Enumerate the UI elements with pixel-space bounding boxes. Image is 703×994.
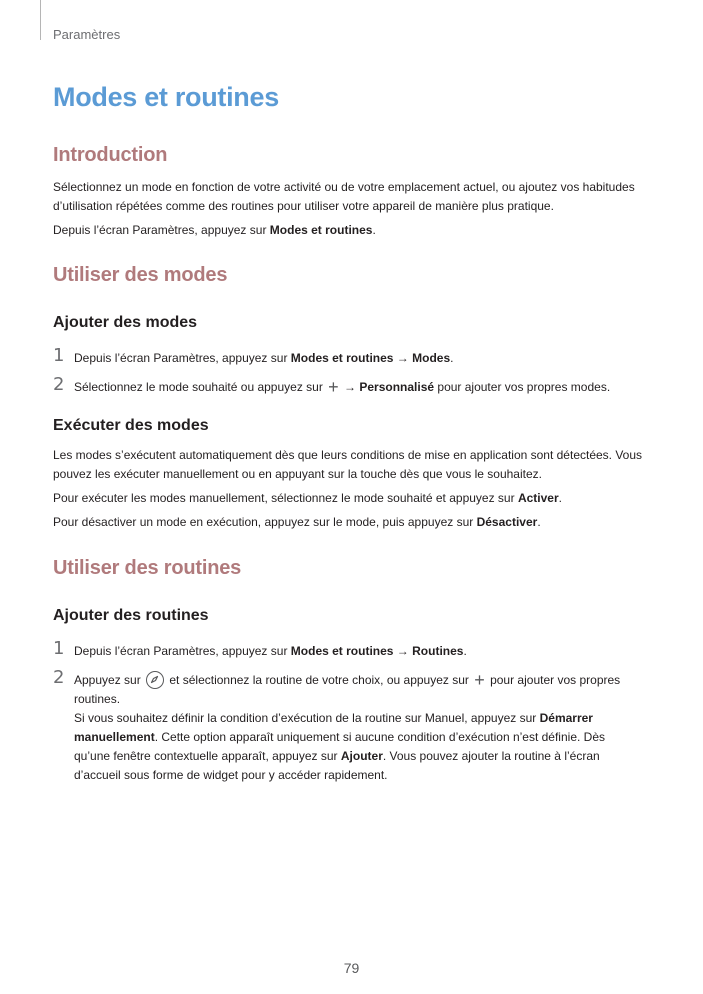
- step-1-add-routines: 1 Depuis l’écran Paramètres, appuyez sur Modes et routines → Routines.: [53, 638, 467, 659]
- section-heading-introduction: Introduction: [53, 144, 168, 166]
- step-2-routines-detail: Si vous souhaitez définir la condition d’exécution de la routine sur Manuel, appuyez sur Démarrer manuellement. Cette option apparaît uniquement si aucune condition d’exécution n’est définie. Dès qu’une fenêtre contextuelle apparaît, appuyez sur Ajouter. Vous pouvez ajouter la routine à l’écran d’accueil sous forme de widget pour y accéder rapidement.: [74, 711, 605, 782]
- run-modes-activate: Pour exécuter les modes manuellement, sélectionnez le mode souhaité et appuyez sur Activer.: [53, 491, 562, 505]
- section-heading-routines: Utiliser des routines: [53, 557, 242, 579]
- page-title: Modes et routines: [53, 82, 279, 112]
- run-modes-deactivate: Pour désactiver un mode en exécution, appuyez sur le mode, puis appuyez sur Désactiver.: [53, 515, 541, 529]
- running-header: Paramètres: [53, 27, 121, 42]
- section-heading-modes: Utiliser des modes: [53, 264, 228, 286]
- subheading-add-modes: Ajouter des modes: [53, 314, 198, 331]
- intro-instruction: Depuis l’écran Paramètres, appuyez sur Modes et routines.: [53, 223, 376, 237]
- page-number: 79: [343, 960, 360, 976]
- step-2-add-modes: 2 Sélectionnez le mode souhaité ou appuyez sur + → Personnalisé pour ajouter vos propres modes.: [53, 374, 611, 397]
- compass-icon: [146, 671, 164, 689]
- run-modes-paragraph: Les modes s’exécutent automatiquement dès que leurs conditions de mise en application sont détectées. Vous pouvez les exécuter manuellement ou en appuyant sur la touche dès que vous le souhaitez.: [53, 448, 643, 481]
- step-number: 2: [53, 374, 65, 395]
- step-number: 1: [53, 638, 65, 659]
- plus-icon: +: [328, 377, 339, 397]
- step-number: 1: [53, 345, 65, 366]
- step-1-add-modes: 1 Depuis l’écran Paramètres, appuyez sur Modes et routines → Modes.: [53, 345, 454, 366]
- step-number: 2: [53, 667, 65, 688]
- step-2-add-routines: 2 Appuyez sur et sélectionnez la routine de votre choix, ou appuyez sur + pour ajouter vos propres routines. Si vous souhaitez définir la condition d’exécution de la routine sur Manuel, appuyez sur Démarrer manuellement. Cette option apparaît uniquement si aucune condition d’exécution n’est définie. Dès qu’une fenêtre contextuelle apparaît, appuyez sur Ajouter. Vous pouvez ajouter la routine à l’écran d’accueil sous forme de widget pour y accéder rapidement.: [53, 671, 643, 785]
- subheading-run-modes: Exécuter des modes: [53, 417, 209, 434]
- subheading-add-routines: Ajouter des routines: [53, 607, 209, 624]
- intro-paragraph: Sélectionnez un mode en fonction de votre activité ou de votre emplacement actuel, ou ajoutez vos habitudes d’utilisation répétées comme des routines pour utiliser votre appareil de manière plus pratique.: [53, 180, 635, 213]
- header-divider: [40, 0, 41, 40]
- plus-icon: +: [474, 670, 485, 690]
